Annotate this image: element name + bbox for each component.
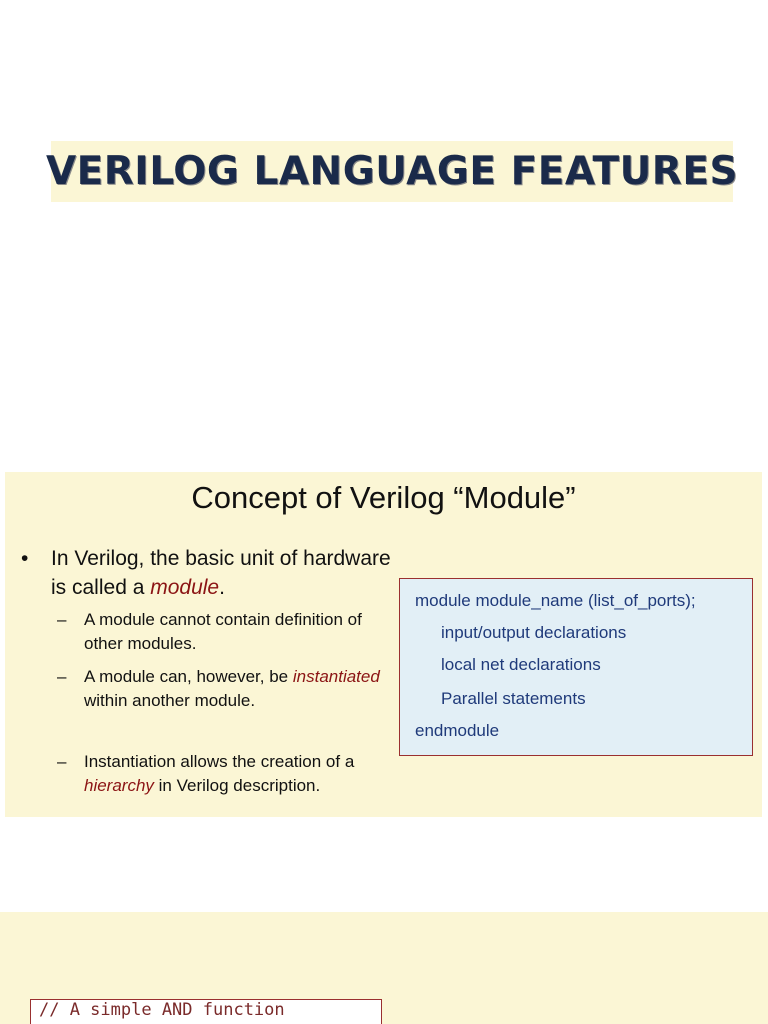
page-title: VERILOG LANGUAGE FEATURES	[45, 149, 739, 194]
sub-bullet-2-before: A module can, however, be	[84, 667, 293, 686]
slide-module-concept	[5, 472, 762, 817]
code-line-parallel: Parallel statements	[441, 689, 586, 708]
slide-and-function	[0, 912, 768, 1024]
module-syntax-box	[399, 578, 753, 756]
sub-bullet-3-text	[84, 750, 394, 798]
sub-bullet-3-before: Instantiation allows the creation of a	[84, 752, 355, 771]
bullet-text-after: .	[219, 576, 225, 599]
code-line-endmodule: endmodule	[415, 721, 500, 740]
sub-bullet-3-emphasis: hierarchy	[84, 776, 154, 795]
sub-bullet-3-after: in Verilog description.	[153, 776, 321, 795]
bullet-emphasis: module	[150, 576, 220, 599]
dash-marker: –	[57, 610, 67, 629]
code-comment-line: // A simple AND function	[39, 1000, 285, 1020]
bullet-text-before: In Verilog, the basic unit of hardware is called a	[51, 547, 391, 599]
code-line-module: module module_name (list_of_ports);	[415, 591, 696, 610]
sub-bullet-1-text: A module cannot contain definition of other modules.	[84, 610, 362, 653]
bullet-text	[51, 544, 391, 602]
and-function-code-box	[30, 999, 382, 1024]
title-banner	[45, 141, 739, 202]
code-line-nets: local net declarations	[441, 655, 601, 674]
dash-marker: –	[57, 667, 67, 686]
slide-heading: Concept of Verilog “Module”	[191, 480, 576, 515]
sub-bullet-2-text	[84, 665, 394, 713]
sub-bullet-2-after: within another module.	[84, 691, 256, 710]
bullet-marker: •	[21, 547, 29, 570]
dash-marker: –	[57, 752, 67, 771]
code-line-io: input/output declarations	[441, 623, 627, 642]
sub-bullet-2-emphasis: instantiated	[292, 667, 380, 686]
